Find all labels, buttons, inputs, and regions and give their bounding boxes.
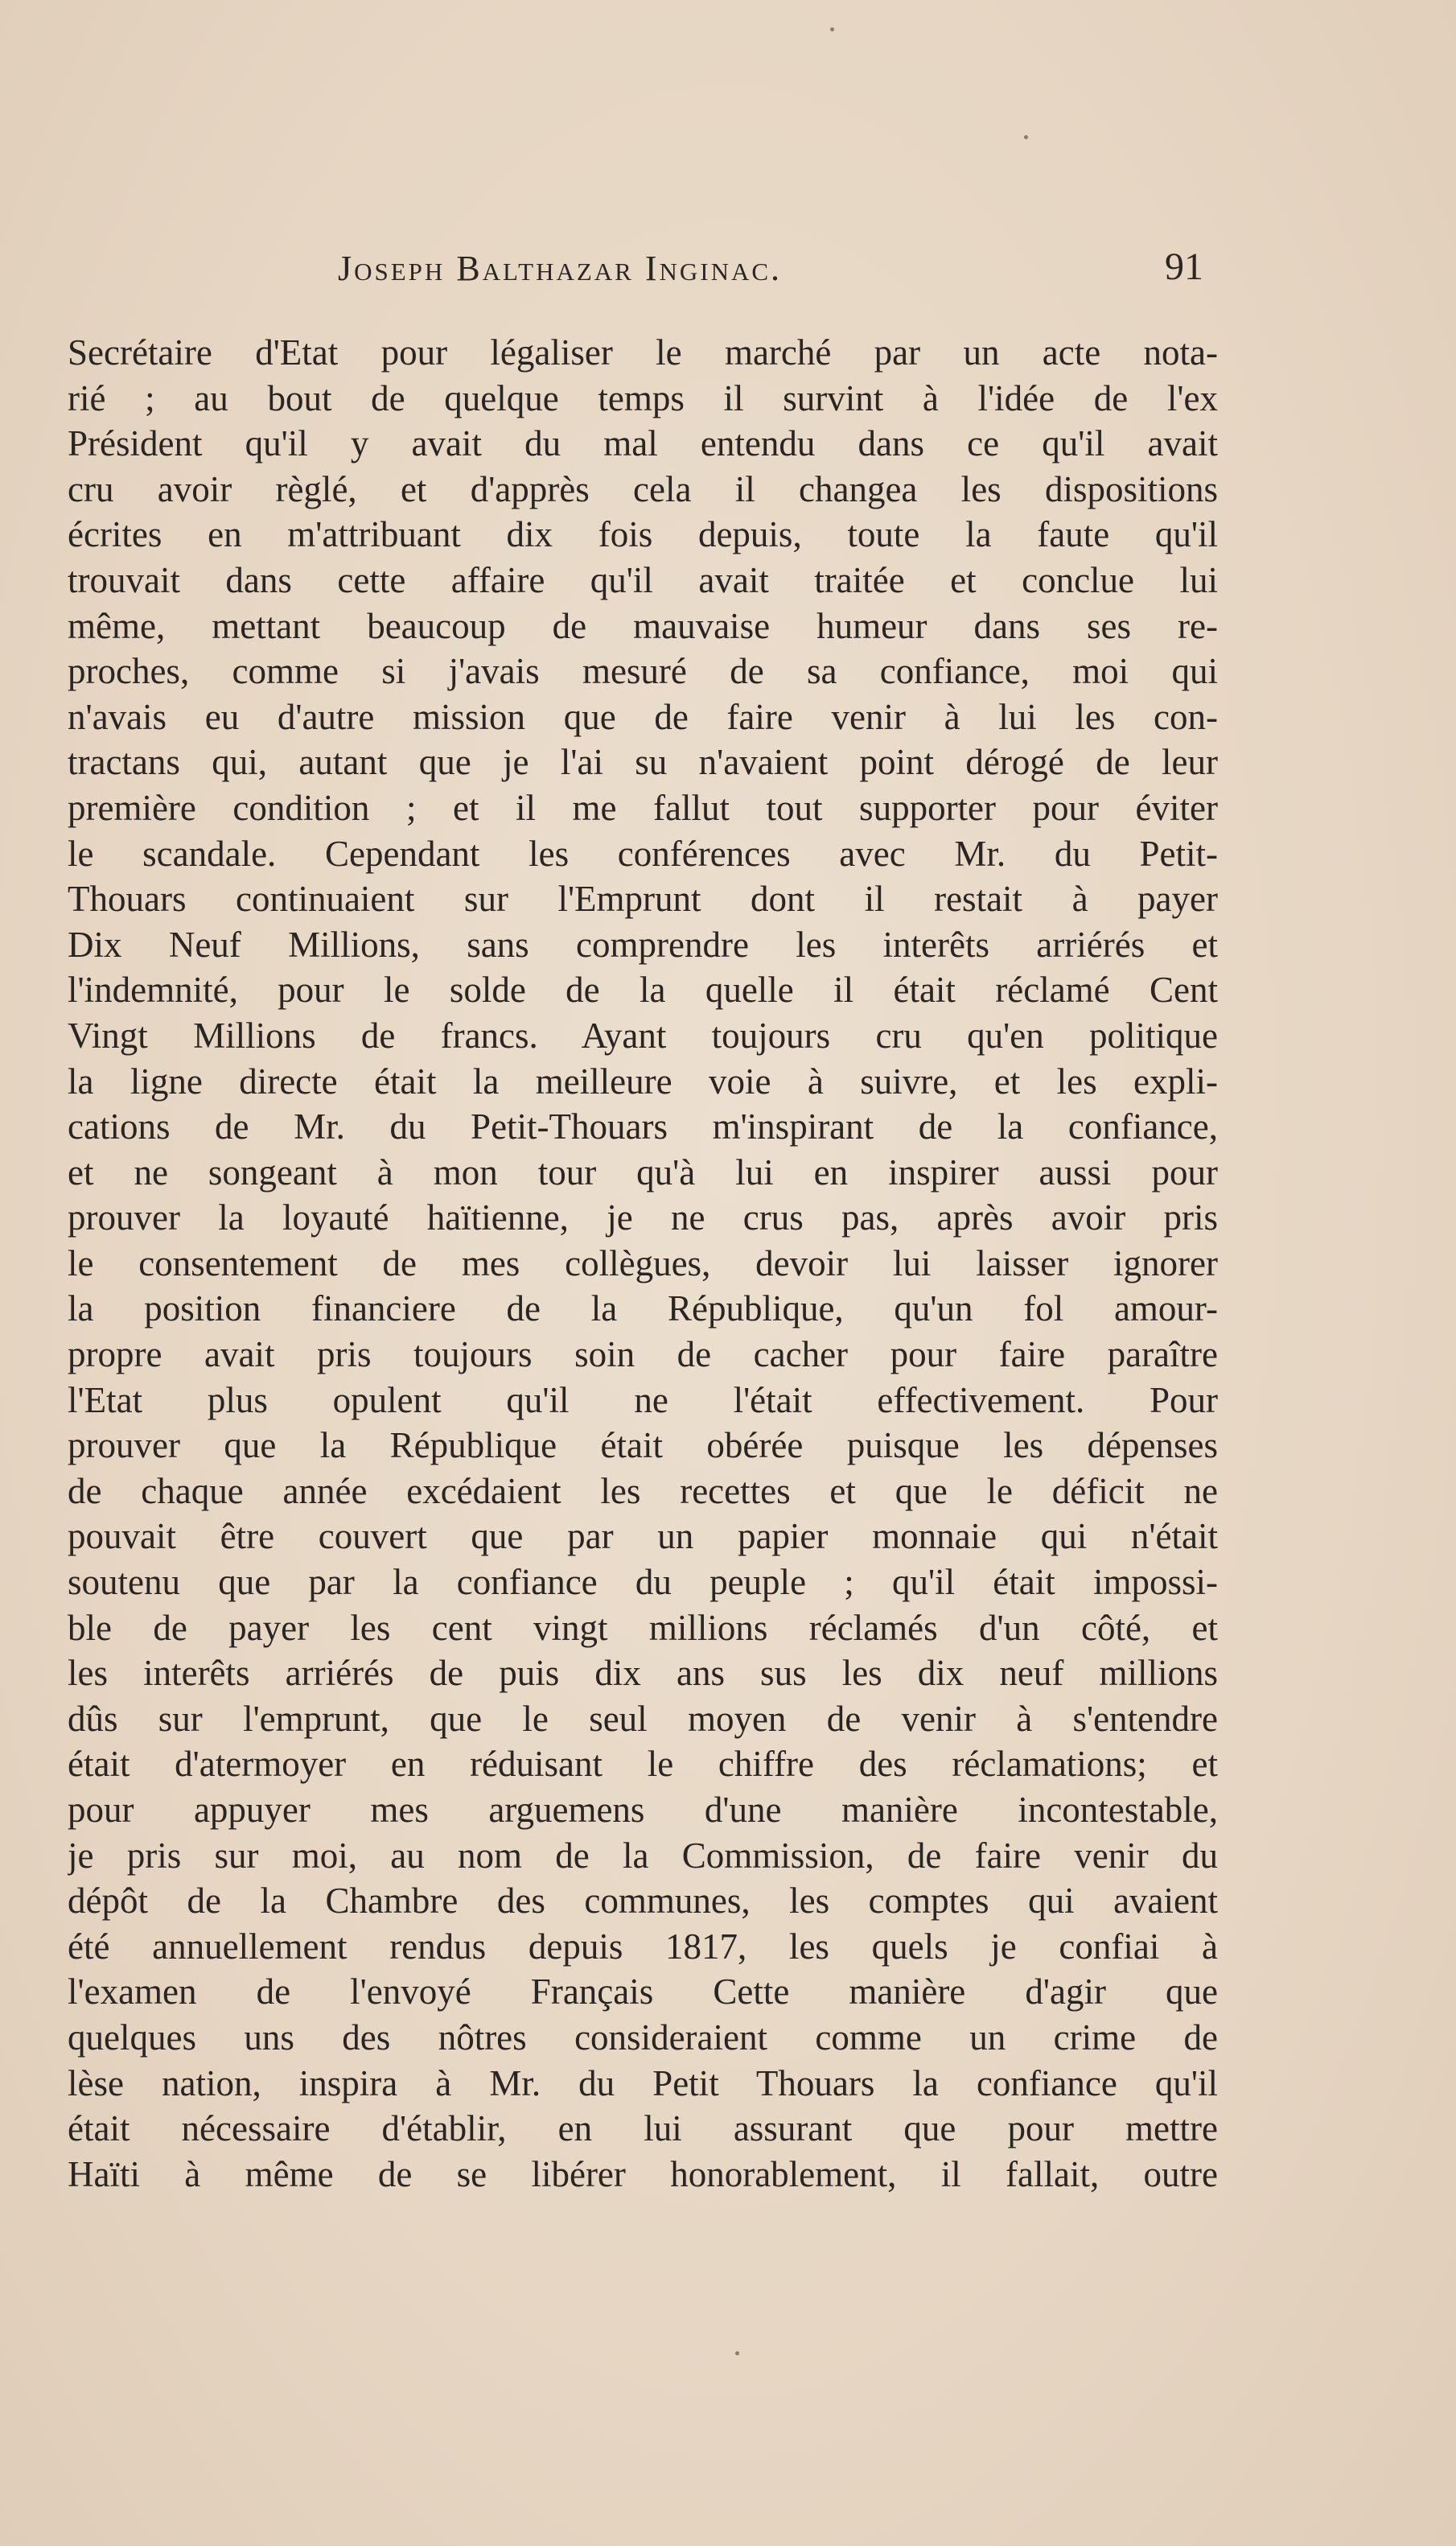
text-line: Haïti à même de se libérer honorablement, il fallait, outre xyxy=(68,2153,1218,2194)
text-line: Dix Neuf Millions, sans comprendre les interêts arriérés et xyxy=(68,924,1218,965)
text-line: été annuellement rendus depuis 1817, les quels je confiai à xyxy=(68,1926,1218,1967)
text-line: propre avait pris toujours soin de cacher pour faire paraître xyxy=(68,1334,1218,1375)
text-line: écrites en m'attribuant dix fois depuis, toute la faute qu'il xyxy=(68,514,1218,555)
paper-speck xyxy=(830,27,834,31)
paper-speck xyxy=(1024,135,1028,139)
paper-speck xyxy=(735,2351,739,2355)
text-line: de chaque année excédaient les recettes et que le déficit ne xyxy=(68,1470,1218,1511)
text-line: je pris sur moi, au nom de la Commission, de faire venir du xyxy=(68,1835,1218,1876)
text-line: pouvait être couvert que par un papier monnaie qui n'était xyxy=(68,1516,1218,1557)
body-text xyxy=(68,330,1218,2197)
text-line: n'avais eu d'autre mission que de faire venir à lui les con- xyxy=(68,696,1218,737)
text-line: Secrétaire d'Etat pour légaliser le marché par un acte nota- xyxy=(68,332,1218,373)
text-line: l'examen de l'envoyé Français Cette manière d'agir que xyxy=(68,1971,1218,2012)
text-line: l'indemnité, pour le solde de la quelle il était réclamé Cent xyxy=(68,970,1218,1011)
text-line: trouvait dans cette affaire qu'il avait traitée et conclue lui xyxy=(68,559,1218,600)
text-line: dépôt de la Chambre des communes, les comptes qui avaient xyxy=(68,1881,1218,1922)
text-line: même, mettant beaucoup de mauvaise humeur dans ses re- xyxy=(68,605,1218,646)
text-line: pour appuyer mes arguemens d'une manière incontestable, xyxy=(68,1790,1218,1830)
text-line: première condition ; et il me fallut tout supporter pour éviter xyxy=(68,787,1218,828)
text-line: cru avoir règlé, et d'apprès cela il changea les dispositions xyxy=(68,468,1218,509)
text-line: proches, comme si j'avais mesuré de sa confiance, moi qui xyxy=(68,651,1218,692)
text-line: était nécessaire d'établir, en lui assurant que pour mettre xyxy=(68,2108,1218,2149)
text-line: les interêts arriérés de puis dix ans sus les dix neuf millions xyxy=(68,1653,1218,1694)
text-line: soutenu que par la confiance du peuple ; qu'il était impossi- xyxy=(68,1562,1218,1603)
text-line: l'Etat plus opulent qu'il ne l'était effectivement. Pour xyxy=(68,1379,1218,1420)
text-line: la ligne directe était la meilleure voie à suivre, et les expli- xyxy=(68,1061,1218,1102)
text-line: Thouars continuaient sur l'Emprunt dont il restait à payer xyxy=(68,879,1218,920)
running-title: Joseph Balthazar Inginac. xyxy=(338,249,783,288)
text-line: était d'atermoyer en réduisant le chiffre des réclamations; et xyxy=(68,1744,1218,1785)
text-line: le consentement de mes collègues, devoir lui laisser ignorer xyxy=(68,1242,1218,1283)
text-line: prouver que la République était obérée puisque les dépenses xyxy=(68,1425,1218,1466)
text-line: et ne songeant à mon tour qu'à lui en inspirer aussi pour xyxy=(68,1151,1218,1193)
text-line: lèse nation, inspira à Mr. du Petit Thouars la confiance qu'il xyxy=(68,2062,1218,2103)
text-line: la position financiere de la République, qu'un fol amour- xyxy=(68,1288,1218,1329)
text-line: Président qu'il y avait du mal entendu dans ce qu'il avait xyxy=(68,423,1218,464)
text-line: Vingt Millions de francs. Ayant toujours cru qu'en politique xyxy=(68,1015,1218,1056)
page-number: 91 xyxy=(1165,245,1203,288)
text-line: quelques uns des nôtres consideraient comme un crime de xyxy=(68,2017,1218,2058)
text-line: prouver la loyauté haïtienne, je ne crus pas, après avoir pris xyxy=(68,1197,1218,1238)
page-header xyxy=(0,241,1456,298)
text-line: rié ; au bout de quelque temps il survint à l'idée de l'ex xyxy=(68,377,1218,418)
text-line: tractans qui, autant que je l'ai su n'avaient point dérogé de leur xyxy=(68,742,1218,783)
text-line: le scandale. Cependant les conférences avec Mr. du Petit- xyxy=(68,833,1218,874)
text-line: ble de payer les cent vingt millions réclamés d'un côté, et xyxy=(68,1607,1218,1648)
text-line: cations de Mr. du Petit-Thouars m'inspirant de la confiance, xyxy=(68,1106,1218,1147)
text-line: dûs sur l'emprunt, que le seul moyen de venir à s'entendre xyxy=(68,1698,1218,1739)
